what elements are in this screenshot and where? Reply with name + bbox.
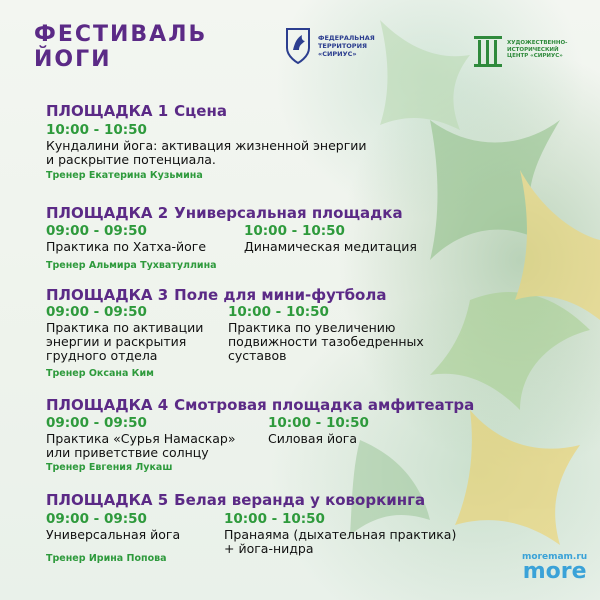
session-title [46, 240, 206, 254]
session-time: 09:00 - 09:50 [46, 415, 147, 431]
session-2 [268, 416, 369, 446]
session-line: подвижности тазобедренных [228, 334, 424, 349]
venue-number: ПЛОЩАДКА 5 [46, 491, 169, 509]
session-time: 10:00 - 10:50 [228, 304, 329, 320]
venue-heading [46, 102, 367, 120]
session-line: Универсальная йога [46, 527, 181, 542]
logo2-text [507, 40, 567, 60]
session-line: Силовая йога [268, 431, 358, 446]
festival-title [34, 22, 207, 72]
trainer-name: Тренер Ирина Попова [46, 553, 167, 564]
session-title [268, 432, 369, 446]
session-2 [224, 512, 456, 556]
column-emblem-icon [472, 30, 504, 70]
session-title [224, 528, 456, 556]
session-1 [46, 305, 203, 363]
logo2-line: ХУДОЖЕСТВЕННО- [507, 40, 568, 47]
trainer-name: Тренер Евгения Лукаш [46, 462, 173, 473]
session-title [244, 240, 417, 254]
logo1-line: ФЕДЕРАЛЬНАЯ [318, 34, 375, 42]
session-time: 10:00 - 10:50 [224, 511, 325, 527]
session-title [46, 321, 203, 363]
session-title [228, 321, 424, 363]
session-line: Практика по Хатха-йоге [46, 239, 207, 254]
session-title [46, 432, 236, 460]
session-line: энергии и раскрытия [46, 334, 187, 349]
logo2-line: ИСТОРИЧЕСКИЙ [507, 46, 559, 53]
session-2 [244, 224, 417, 254]
venue-heading [46, 286, 386, 304]
session-line: Практика по увеличению [228, 320, 396, 335]
title-line-1: ФЕСТИВАЛЬ [34, 22, 208, 47]
venue-section-5 [46, 491, 457, 564]
session-line: и раскрытие потенциала. [46, 152, 216, 167]
trainer-name: Тренер Екатерина Кузьмина [46, 170, 203, 181]
session-line: Кундалини йога: активация жизненной энергии [46, 138, 367, 153]
venue-section-1 [46, 102, 367, 181]
venue-number: ПЛОЩАДКА 2 [46, 204, 169, 222]
venue-heading [46, 204, 403, 222]
session-time: 10:00 - 10:50 [244, 223, 345, 239]
moremam-watermark [522, 552, 587, 583]
venue-section-3 [46, 286, 424, 379]
session-time: 09:00 - 09:50 [46, 511, 147, 527]
venue-section-2 [46, 204, 417, 271]
session-2 [228, 305, 424, 363]
logo1-text [318, 34, 375, 58]
trainer-name: Тренер Альмира Тухватуллина [46, 260, 217, 271]
title-line-2: ЙОГИ [34, 47, 112, 72]
venue-number: ПЛОЩАДКА 4 [46, 396, 169, 414]
logo1-line: «СИРИУС» [318, 50, 357, 58]
session-time: 10:00 - 10:50 [46, 122, 147, 138]
session-line: суставов [228, 348, 287, 363]
venue-heading [46, 491, 425, 509]
session-line: Практика «Сурья Намаскар» [46, 431, 236, 446]
venue-name: Белая веранда у коворкинга [174, 491, 426, 509]
session-1 [46, 416, 236, 460]
venue-heading [46, 396, 474, 414]
venue-name: Сцена [174, 102, 227, 120]
venue-name: Поле для мини-футбола [174, 286, 387, 304]
venue-section-4 [46, 396, 475, 473]
venue-name: Универсальная площадка [174, 204, 403, 222]
session-line: Динамическая медитация [244, 239, 417, 254]
session-time: 09:00 - 09:50 [46, 223, 147, 239]
session-line: + йога-нидра [224, 541, 314, 556]
sirius-territory-logo [284, 26, 375, 66]
brand-url: moremam.ru [522, 552, 588, 562]
session-line: или приветствие солнцу [46, 445, 209, 460]
session-1 [46, 224, 206, 254]
venue-name: Смотровая площадка амфитеатра [174, 396, 475, 414]
trainer-name: Тренер Оксана Ким [46, 368, 154, 379]
griffin-shield-icon [284, 26, 312, 66]
logo1-line: ТЕРРИТОРИЯ [318, 42, 368, 50]
session-time: 09:00 - 09:50 [46, 304, 147, 320]
session-1 [46, 512, 180, 542]
session-line: Пранаяма (дыхательная практика) [224, 527, 457, 542]
session-title [46, 139, 367, 167]
session-line: Практика по активации [46, 320, 204, 335]
brand-logo-text: more [522, 559, 587, 584]
venue-number: ПЛОЩАДКА 1 [46, 102, 169, 120]
logo2-line: ЦЕНТР «СИРИУС» [507, 53, 563, 60]
art-history-center-logo [472, 30, 567, 70]
session-title [46, 528, 180, 542]
session-line: грудного отдела [46, 348, 158, 363]
session-time: 10:00 - 10:50 [268, 415, 369, 431]
venue-number: ПЛОЩАДКА 3 [46, 286, 169, 304]
